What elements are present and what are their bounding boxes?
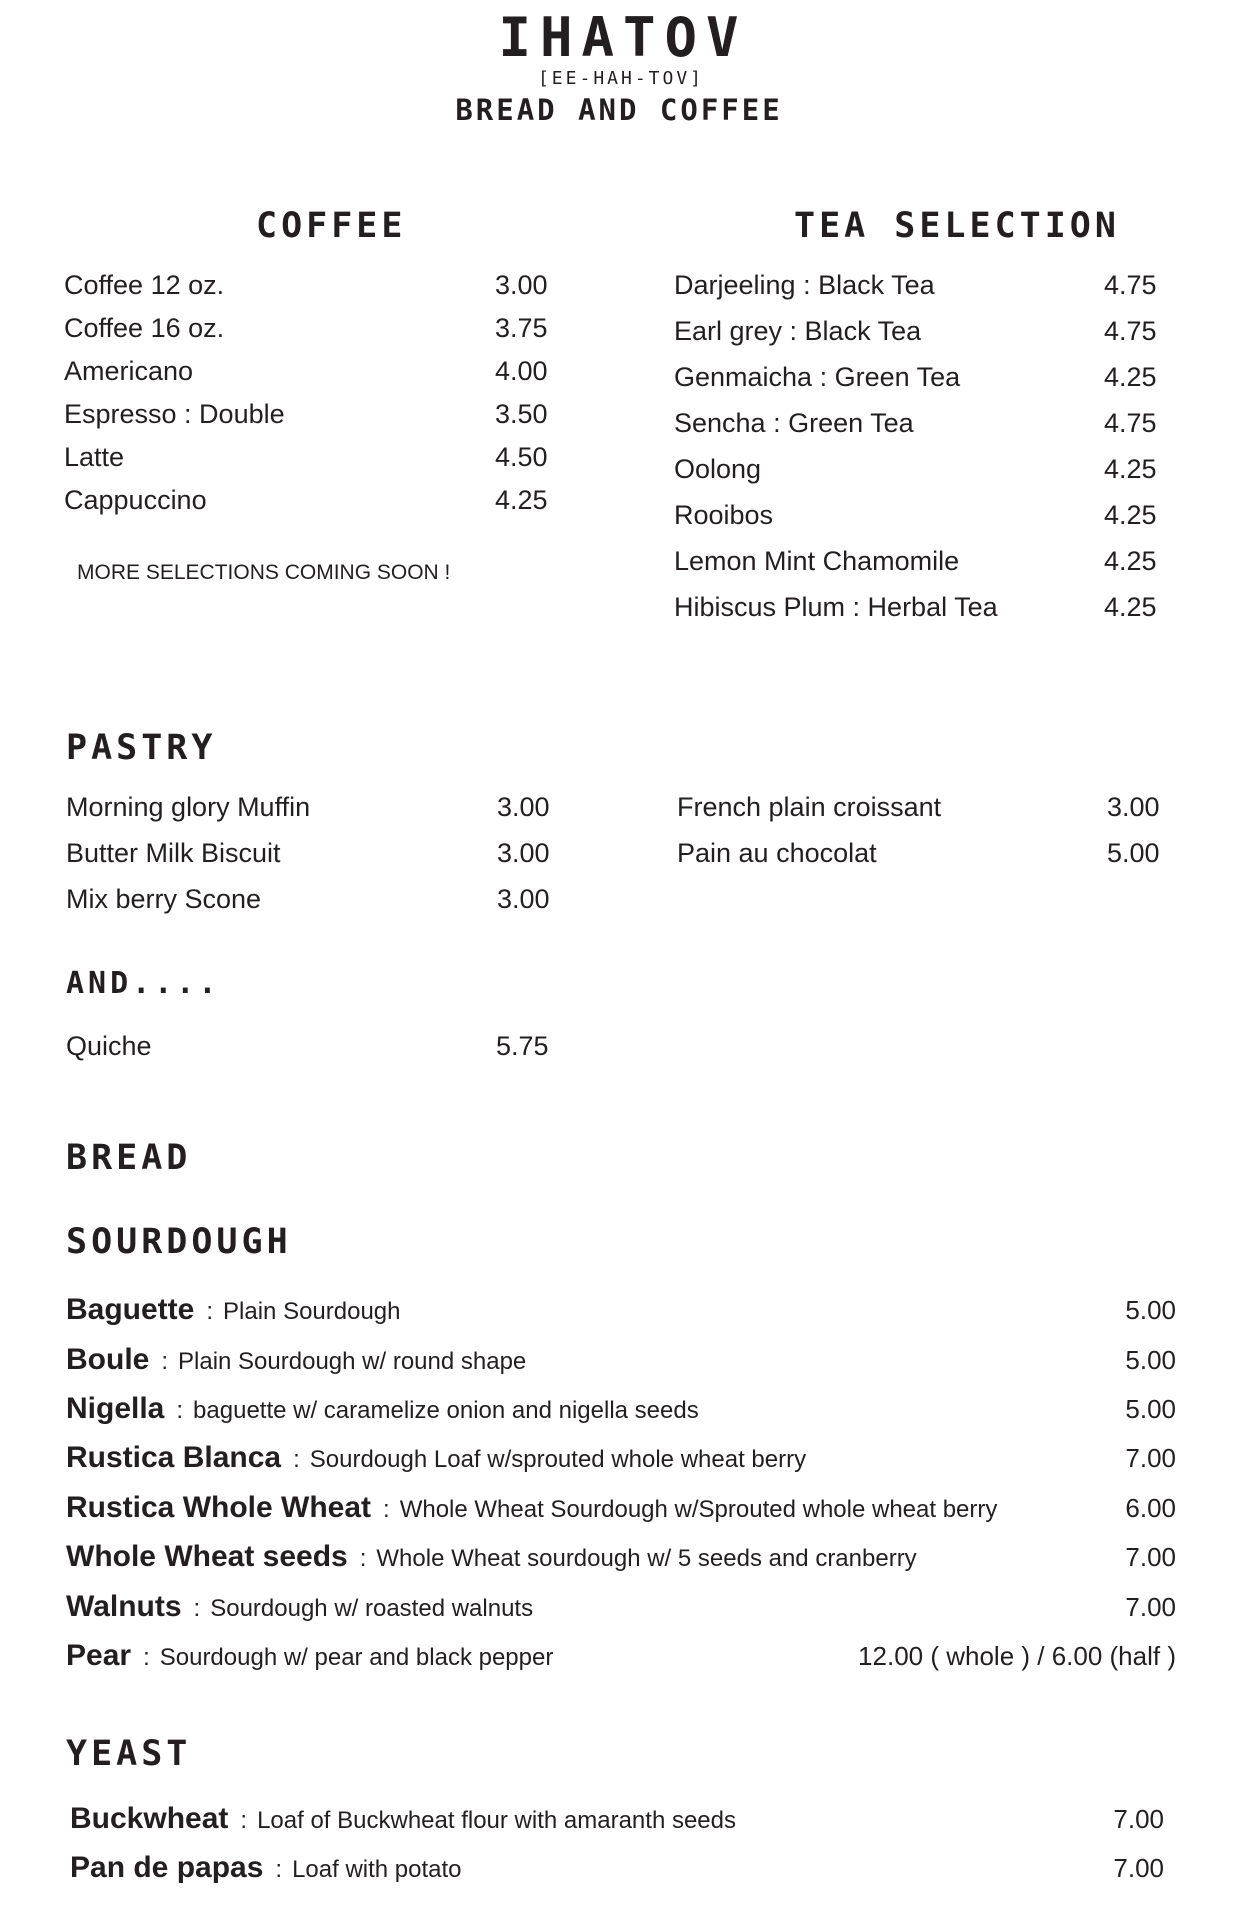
item-price: 4.75	[1104, 408, 1157, 438]
item-price: 4.25	[1104, 454, 1157, 484]
bread-separator: :	[293, 1446, 300, 1473]
bread-description: Whole Wheat sourdough w/ 5 seeds and cranberry	[376, 1545, 917, 1572]
bread-name: Rustica Whole Wheat	[66, 1491, 372, 1524]
bread-item	[66, 1537, 1176, 1577]
bread-name: Walnuts	[66, 1590, 182, 1623]
item-price: 3.00	[497, 792, 550, 822]
yeast-title: YEAST	[66, 1734, 192, 1774]
item-price: 4.75	[1104, 270, 1157, 300]
bread-price: 6.00	[1125, 1493, 1176, 1523]
bread-separator: :	[359, 1545, 367, 1572]
menu-header	[0, 8, 1238, 128]
bread-description: Plain Sourdough w/ round shape	[178, 1348, 527, 1375]
item-price: 5.00	[1107, 838, 1160, 868]
bread-description: Sourdough w/ roasted walnuts	[210, 1595, 534, 1622]
bread-price: 7.00	[1125, 1443, 1176, 1473]
item-name: Earl grey : Black Tea	[674, 316, 922, 346]
item-name: Americano	[64, 356, 194, 386]
bread-item	[70, 1848, 1164, 1888]
item-price: 3.00	[497, 838, 550, 868]
item-price: 4.25	[1104, 362, 1157, 392]
item-name: Rooibos	[674, 500, 774, 530]
item-price: 3.00	[495, 270, 548, 300]
item-price: 5.75	[496, 1031, 549, 1061]
bread-price: 5.00	[1125, 1394, 1176, 1424]
item-name: Mix berry Scone	[66, 884, 262, 914]
bread-name: Whole Wheat seeds	[66, 1540, 348, 1573]
bread-name: Pear	[66, 1639, 132, 1672]
item-price: 4.25	[495, 485, 548, 515]
bread-price: 5.00	[1125, 1345, 1176, 1375]
bread-item	[66, 1488, 1176, 1528]
item-name: Morning glory Muffin	[66, 792, 311, 822]
bread-separator: :	[143, 1644, 150, 1671]
bread-item	[66, 1438, 1176, 1478]
bread-item	[70, 1799, 1164, 1839]
bread-price: 5.00	[1125, 1295, 1176, 1325]
item-price: 4.25	[1104, 592, 1157, 622]
item-price: 4.75	[1104, 316, 1157, 346]
item-name: Coffee 12 oz.	[64, 270, 225, 300]
item-price: 3.50	[495, 399, 548, 429]
item-name: Oolong	[674, 454, 762, 484]
pastry-title: PASTRY	[66, 728, 217, 768]
brand-tagline: BREAD AND COFFEE	[455, 93, 783, 127]
bread-separator: :	[240, 1807, 248, 1834]
item-name: Lemon Mint Chamomile	[674, 546, 960, 576]
bread-price: 7.00	[1113, 1853, 1164, 1883]
bread-price: 7.00	[1125, 1542, 1176, 1572]
bread-item	[66, 1389, 1176, 1429]
bread-item	[66, 1340, 1176, 1380]
item-price: 4.50	[495, 442, 548, 472]
bread-item	[66, 1290, 1176, 1330]
item-price: 4.25	[1104, 500, 1157, 530]
bread-name: Baguette	[66, 1293, 195, 1326]
brand-pronunciation: [EE-HAH-TOV]	[537, 68, 705, 89]
bread-description: Whole Wheat Sourdough w/Sprouted whole wheat berry	[399, 1496, 998, 1523]
sourdough-title: SOURDOUGH	[66, 1222, 292, 1262]
bread-description: Sourdough Loaf w/sprouted whole wheat berry	[309, 1446, 807, 1473]
bread-price: 7.00	[1113, 1804, 1164, 1834]
bread-separator: :	[176, 1397, 184, 1424]
tea-title: TEA SELECTION	[794, 206, 1120, 246]
bread-title: BREAD	[66, 1138, 192, 1178]
bread-name: Nigella	[66, 1392, 165, 1425]
item-price: 3.00	[1107, 792, 1160, 822]
bread-description: Plain Sourdough	[223, 1298, 401, 1325]
bread-separator: :	[383, 1496, 390, 1523]
item-name: Cappuccino	[64, 485, 207, 515]
item-name: Coffee 16 oz.	[64, 313, 225, 343]
item-name: Genmaicha : Green Tea	[674, 362, 961, 392]
item-name: French plain croissant	[677, 792, 942, 822]
item-price: 3.75	[495, 313, 548, 343]
bread-item	[66, 1587, 1176, 1627]
and-title: AND....	[66, 966, 221, 1001]
bread-name: Pan de papas	[70, 1851, 264, 1884]
bread-name: Buckwheat	[70, 1802, 229, 1835]
item-name: Butter Milk Biscuit	[66, 838, 281, 868]
item-name: Pain au chocolat	[677, 838, 877, 868]
bread-item	[66, 1636, 1176, 1676]
item-name: Espresso : Double	[64, 399, 285, 429]
bread-price: 7.00	[1125, 1592, 1176, 1622]
bread-separator: :	[193, 1595, 201, 1622]
bread-separator: :	[275, 1856, 283, 1883]
bread-price: 12.00 ( whole ) / 6.00 (half )	[858, 1641, 1176, 1671]
bread-description: Loaf with potato	[292, 1856, 462, 1883]
item-price: 3.00	[497, 884, 550, 914]
item-name: Hibiscus Plum : Herbal Tea	[674, 592, 998, 622]
item-price: 4.00	[495, 356, 548, 386]
item-name: Quiche	[66, 1031, 152, 1061]
bread-description: Sourdough w/ pear and black pepper	[159, 1644, 554, 1671]
bread-name: Boule	[66, 1343, 150, 1376]
bread-description: baguette w/ caramelize onion and nigella seeds	[193, 1397, 699, 1424]
item-name: Darjeeling : Black Tea	[674, 270, 935, 300]
coffee-title: COFFEE	[256, 206, 407, 246]
bread-name: Rustica Blanca	[66, 1441, 282, 1474]
item-name: Sencha : Green Tea	[674, 408, 914, 438]
bread-separator: :	[161, 1348, 169, 1375]
coffee-note: MORE SELECTIONS COMING SOON !	[77, 561, 451, 584]
brand-name: IHATOV	[498, 6, 748, 69]
bread-separator: :	[206, 1298, 214, 1325]
bread-description: Loaf of Buckwheat flour with amaranth seeds	[257, 1807, 736, 1834]
item-price: 4.25	[1104, 546, 1157, 576]
item-name: Latte	[64, 442, 125, 472]
